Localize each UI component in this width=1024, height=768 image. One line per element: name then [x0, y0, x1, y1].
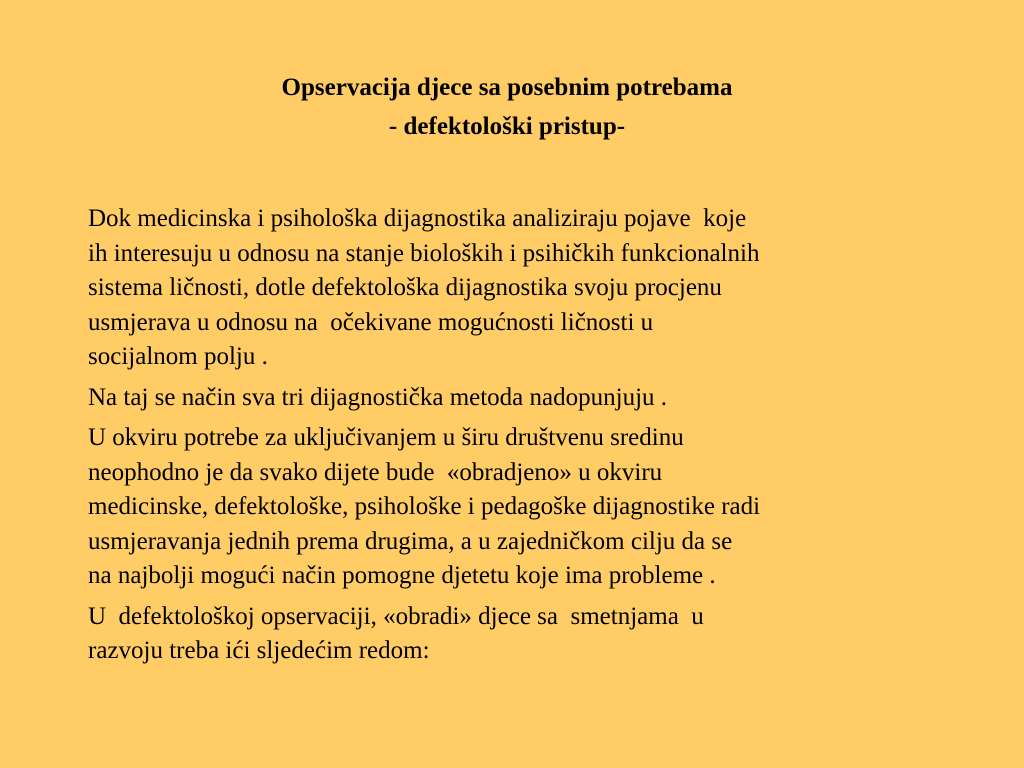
slide-body — [88, 202, 948, 675]
paragraph-diagnostics-comparison — [88, 202, 948, 375]
text-line: Na taj se način sva tri dijagnostička metoda nadopunjuju . — [88, 383, 668, 411]
text-line: neophodno je da svako dijete bude «obradjeno» u okviru — [88, 458, 663, 486]
paragraph-observation-order — [88, 600, 948, 669]
text-line: usmjerava u odnosu na očekivane mogućnosti ličnosti u — [88, 308, 654, 336]
text-line: sistema ličnosti, dotle defektološka dijagnostika svoju procjenu — [88, 274, 722, 301]
text-line: U okviru potrebe za uključivanjem u širu društvenu sredinu — [88, 424, 684, 451]
text-line: socijalnom polju . — [88, 343, 268, 370]
text-line: razvoju treba ići sljedećim redom: — [88, 637, 430, 664]
text-line: na najbolji mogući način pomogne djetetu koje ima probleme . — [88, 562, 716, 589]
text-line: medicinske, defektološke, psihološke i pedagoške dijagnostike radi — [88, 493, 761, 520]
text-line: usmjeravanja jednih prema drugima, a u zajedničkom cilju da se — [88, 527, 733, 555]
text-line: U defektološkoj opservaciji, «obradi» djece sa smetnjama u — [88, 602, 704, 630]
paragraph-methods-complement — [88, 381, 948, 416]
paragraph-social-inclusion — [88, 421, 948, 594]
title-line-1: Opservacija djece sa posebnim potrebama — [281, 74, 733, 101]
title-line-2: - defektološki pristup- — [388, 113, 626, 140]
slide-title — [0, 68, 1014, 146]
text-line: Dok medicinska i psihološka dijagnostika analiziraju pojave koje — [88, 205, 747, 232]
text-line: ih interesuju u odnosu na stanje bioloških i psihičkih funkcionalnih — [88, 239, 760, 267]
